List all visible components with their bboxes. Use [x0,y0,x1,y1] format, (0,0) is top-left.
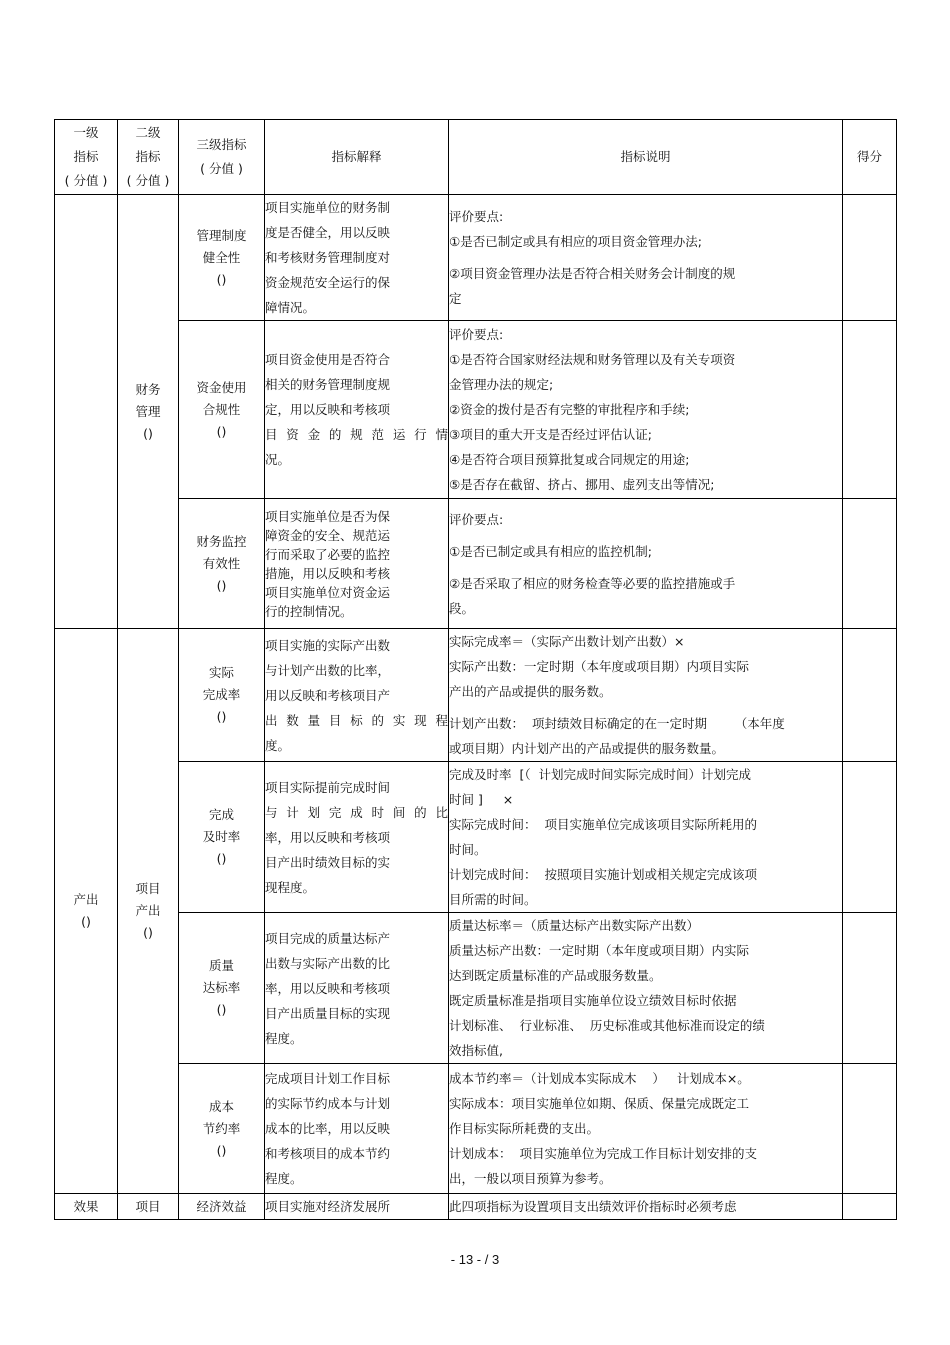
note-cell: 成本节约率＝（计划成本实际成木 ） 计划成本×。 实际成本：项目实施单位如期、保质、保量完成既定工 作目标实际所耗费的支出。 计划成本： 项目实施单位为完成工作目标计划安排的支 出，一般以项目预算为参考。 [449,1064,843,1194]
note-cell: 评价要点: ①是否已制定或具有相应的项目资金管理办法; ②项目资金管理办法是否符合相关财务会计制度的规 定 [449,195,843,321]
row-quality-rate [55,913,897,1064]
level3-name: 实际 完成率 () [179,629,265,762]
header-score: 得分 [843,120,897,195]
score-cell [843,1194,897,1220]
row-completion-rate [55,629,897,762]
level3-name: 财务监控 有效性 () [179,499,265,629]
header-level2: 二级 指标 ( 分值 ) [118,120,179,195]
explain-cell: 项目实施的实际产出数 与计划产出数的比率， 用以反映和考核项目产 出数量目标的实现程 度。 [265,629,449,762]
note-cell: 完成及时率 [（ 计划完成时间实际完成时间）计划完成 时间 ] × 实际完成时间： 项目实施单位完成该项目实际所耗用的 时间。 计划完成时间： 按照项目实施计划或相关规定完成该项 目所需的时间。 [449,762,843,913]
level1-empty-cell [55,195,118,629]
row-fin-monitoring [55,499,897,629]
explain-cell: 完成项目计划工作目标 的实际节约成本与计划 成本的比率，用以反映 和考核项目的成本节约 程度。 [265,1064,449,1194]
score-cell [843,629,897,762]
explain-cell: 项目实施对经济发展所 [265,1194,449,1220]
header-row [55,120,897,195]
header-level1: 一级 指标 ( 分值 ) [55,120,118,195]
level1-output: 产出 () [55,629,118,1194]
explain-cell: 项目实施单位的财务制 度是否健全，用以反映 和考核财务管理制度对 资金规范安全运行的保 障情况。 [265,195,449,321]
header-level3: 三级指标 ( 分值 ) [179,120,265,195]
score-cell [843,1064,897,1194]
level3-name: 完成 及时率 () [179,762,265,913]
explain-cell: 项目实际提前完成时间 与计划完成时间的比 率，用以反映和考核项 目产出时绩效目标的实 现程度。 [265,762,449,913]
level3-name: 质量 达标率 () [179,913,265,1064]
row-mgmt-system [55,195,897,321]
row-economic-benefit [55,1194,897,1220]
score-cell [843,499,897,629]
header-explain: 指标解释 [265,120,449,195]
score-cell [843,195,897,321]
explain-cell: 项目资金使用是否符合 相关的财务管理制度规 定，用以反映和考核项 目资金的规范运行情 况。 [265,321,449,499]
note-cell: 评价要点: ①是否已制定或具有相应的监控机制; ②是否采取了相应的财务检查等必要的监控措施或手 段。 [449,499,843,629]
explain-cell: 项目完成的质量达标产 出数与实际产出数的比 率，用以反映和考核项 目产出质量目标的实现 程度。 [265,913,449,1064]
level2-finance: 财务 管理 () [118,195,179,629]
level3-name: 管理制度 健全性 () [179,195,265,321]
level3-name: 资金使用 合规性 () [179,321,265,499]
page-number: - 13 - / 3 [450,1252,500,1267]
score-cell [843,913,897,1064]
level1-effect: 效果 [55,1194,118,1220]
note-cell: 实际完成率＝（实际产出数计划产出数）× 实际产出数：一定时期（本年度或项目期）内项目实际 产出的产品或提供的服务数。 计划产出数： 项封绩效目标确定的在一定时期 （本年度 或项目期）内计划产出的产品或提供的服务数量。 [449,629,843,762]
explain-cell: 项目实施单位是否为保 障资金的安全、规范运 行而采取了必要的监控 措施，用以反映和考核 项目实施单位对资金运 行的控制情况。 [265,499,449,629]
score-cell [843,321,897,499]
level2-output: 项目 产出 () [118,629,179,1194]
row-timeliness-rate [55,762,897,913]
header-note: 指标说明 [449,120,843,195]
row-cost-saving-rate [55,1064,897,1194]
note-cell: 评价要点: ①是否符合国家财经法规和财务管理以及有关专项资 金管理办法的规定; ②资金的拨付是否有完整的审批程序和手续; ③项目的重大开支是否经过评估认证; ④是否符合项目预算批复或合同规定的用途; ⑤是否存在截留、挤占、挪用、虚列支出等情况; [449,321,843,499]
level3-name: 经济效益 [179,1194,265,1220]
row-fund-compliance [55,321,897,499]
level3-name: 成本 节约率 () [179,1064,265,1194]
note-cell: 质量达标率＝（质量达标产出数实际产出数） 质量达标产出数：一定时期（本年度或项目期）内实际 达到既定质量标准的产品或服务数量。 既定质量标准是指项目实施单位设立绩效目标时依据 计划标准、 行业标准、 历史标准或其他标准而设定的绩 效指标值, [449,913,843,1064]
level2-benefit: 项目 [118,1194,179,1220]
indicator-table [54,119,897,1220]
score-cell [843,762,897,913]
note-cell: 此四项指标为设置项目支出绩效评价指标时必须考虑 [449,1194,843,1220]
